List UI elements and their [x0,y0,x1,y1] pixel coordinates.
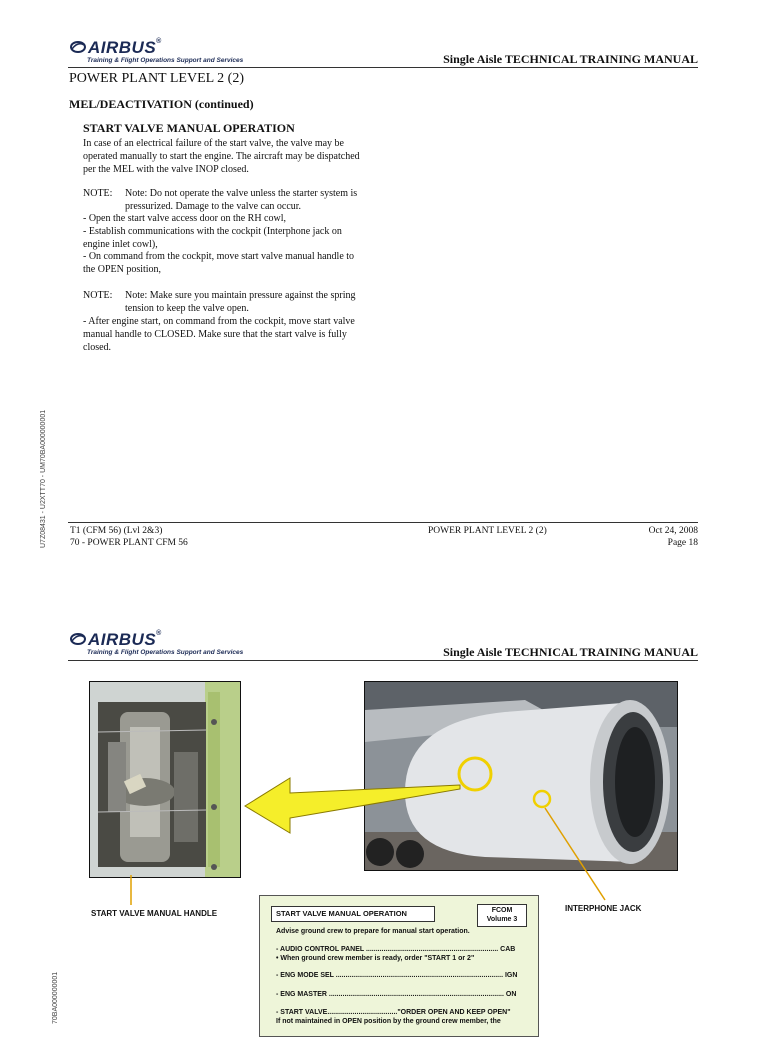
footer-chapter: 70 - POWER PLANT CFM 56 [70,538,188,548]
footer-date: Oct 24, 2008 [648,526,698,536]
text-line: operated manually to start the engine. The aircraft may be dispatched [83,150,360,162]
text-line: the OPEN position, [83,264,162,276]
text-line: - After engine start, on command from the cockpit, move start valve [83,316,355,327]
manual-title: Single Aisle TECHNICAL TRAINING MANUAL [443,52,698,66]
procedure-line: - ENG MODE SEL ...................................................................................... IGN [276,972,518,979]
section-title: POWER PLANT LEVEL 2 (2) [69,71,244,86]
note-label: NOTE: [83,290,113,301]
procedure-line: • When ground crew member is ready, order "START 1 or 2" [276,955,475,962]
text-line: closed. [83,341,112,353]
text-line: - Open the start valve access door on the RH cowl, [83,213,286,224]
procedure-line: If not maintained in OPEN position by the ground crew member, the [276,1018,501,1025]
direction-arrow [245,778,460,833]
procedure-box-title: START VALVE MANUAL OPERATION [271,906,435,922]
procedure-line: Advise ground crew to prepare for manual start operation. [276,928,470,935]
jack-leader-line [545,808,605,900]
text-line: - Establish communications with the cockpit (Interphone jack on [83,225,342,237]
text-line: - On command from the cockpit, move start valve manual handle to [83,251,355,263]
manual-title: Single Aisle TECHNICAL TRAINING MANUAL [443,645,698,659]
fcom-reference [477,904,527,927]
logo-tagline: Training & Flight Operations Support and Services [87,649,244,656]
subsection-title: MEL/DEACTIVATION (continued) [69,97,254,111]
interphone-jack-label: INTERPHONE JACK [565,904,642,913]
fcom-procedure-box [259,895,539,1037]
text-line: Note: Do not operate the valve unless the starter system is [125,188,358,199]
procedure-line: - ENG MASTER .......................................................................................... ON [276,991,517,998]
text-line: Note: Make sure you maintain pressure against the spring [125,290,356,301]
footer-section: POWER PLANT LEVEL 2 (2) [428,526,547,536]
footer-page-number: Page 18 [667,538,698,548]
text-line: In case of an electrical failure of the start valve, the valve may be [83,138,344,149]
procedure-line: - START VALVE...................................."ORDER OPEN AND KEEP OPEN" [276,1009,511,1016]
start-valve-handle-label: START VALVE MANUAL HANDLE [91,909,218,918]
text-line: tension to keep the valve open. [125,302,249,314]
document-side-code: 70BA000000001 [52,971,59,1024]
text-line: engine inlet cowl), [83,238,158,250]
footer-course: T1 (CFM 56) (Lvl 2&3) [70,526,163,536]
document-side-code: U7Z08431 - U2XTT70 - UM70BA000000001 [40,409,47,548]
procedure-line: - AUDIO CONTROL PANEL .................................................................... CAB [276,946,516,953]
text-line: per the MEL with the valve INOP closed. [83,163,249,175]
logo-tagline: Training & Flight Operations Support and Services [87,57,244,64]
fcom-volume: Volume 3 [486,916,518,923]
logo-wordmark: AIRBUS® [88,38,162,57]
fcom-label: FCOM [491,907,513,914]
note-label: NOTE: [83,188,113,199]
logo-wordmark: AIRBUS® [88,630,162,649]
text-line: pressurized. Damage to the valve can occur. [125,200,302,212]
procedure-heading: START VALVE MANUAL OPERATION [83,121,295,135]
text-line: manual handle to CLOSED. Make sure that the start valve is fully [83,328,347,340]
